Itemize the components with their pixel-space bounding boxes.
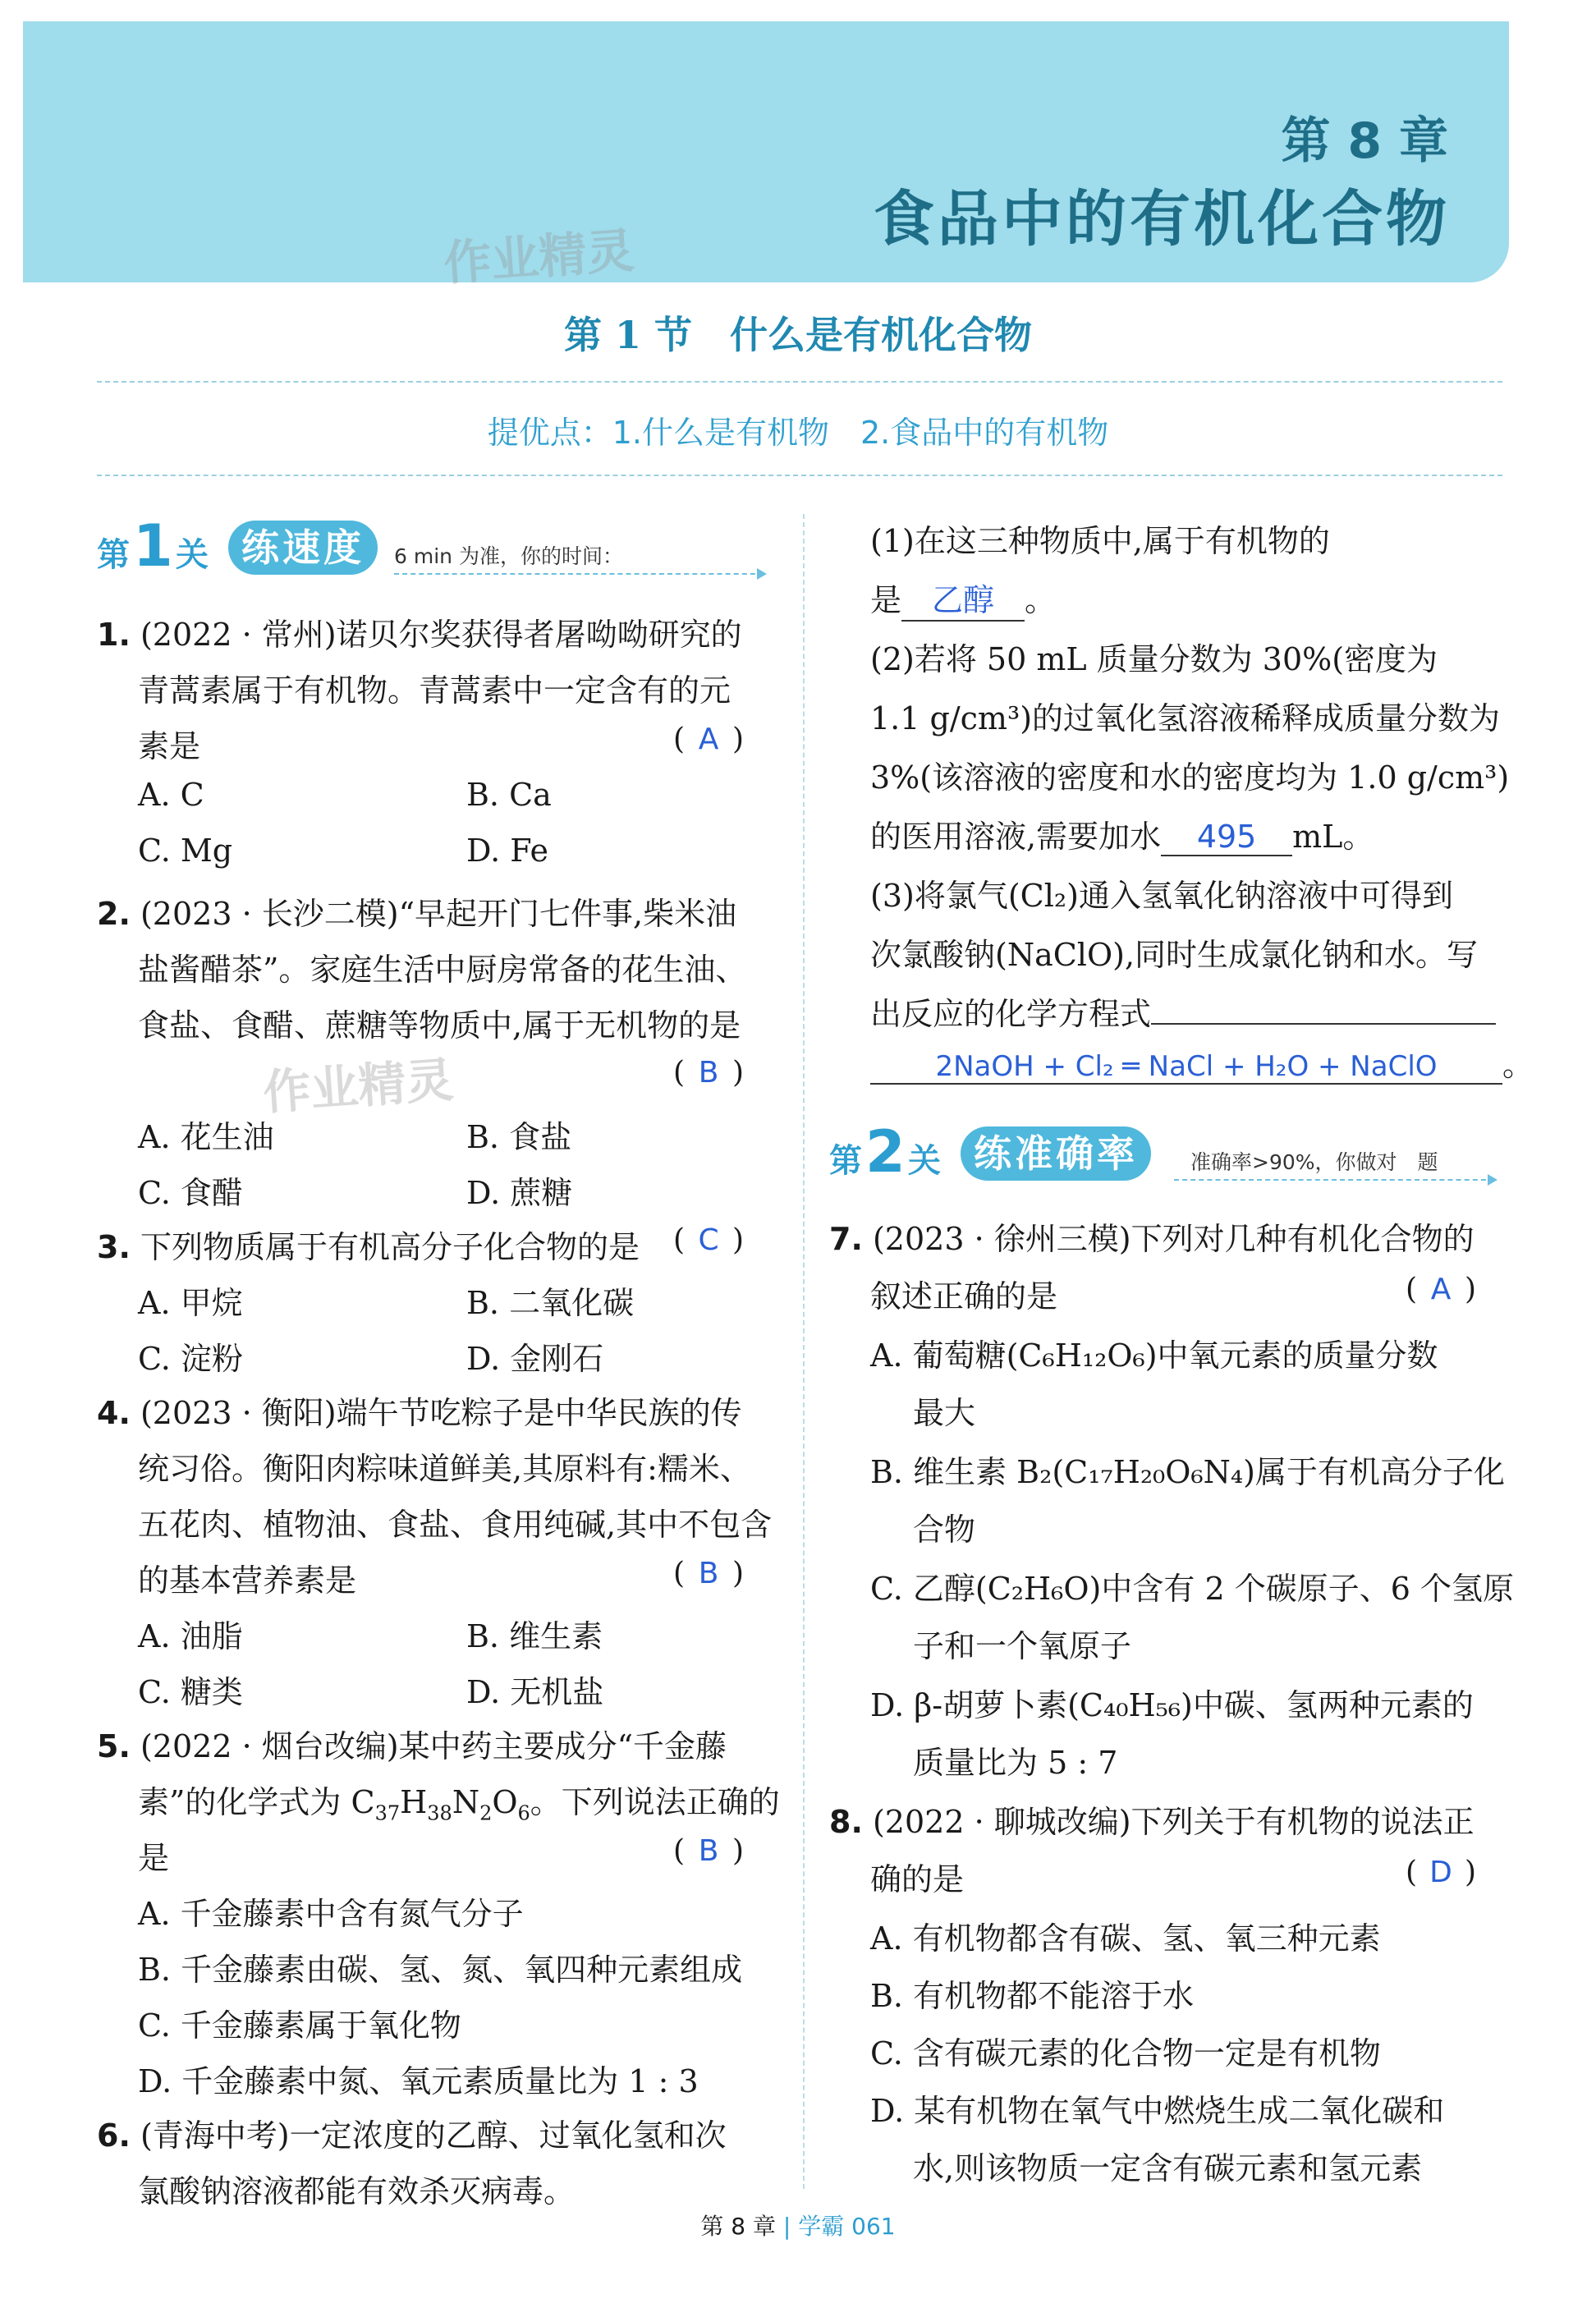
option: 合物 [913, 1512, 976, 1548]
question-4-line: 4. (2023 · 衡阳)端午节吃粽子是中华民族的传 [97, 1395, 742, 1431]
divider [97, 475, 1502, 476]
level-badge: 练速度 [228, 521, 378, 575]
option: 子和一个氧原子 [913, 1628, 1132, 1664]
question-6-part2: 3%(该溶液的密度和水的密度均为 1.0 g/cm³) [870, 759, 1510, 796]
option: B. 二氧化碳 [466, 1285, 635, 1321]
watermark: 作业精灵 [442, 222, 636, 291]
answer-2: ( B ) [673, 1056, 745, 1090]
answer-6-2: 495 [1161, 819, 1292, 856]
level-prefix: 第 [829, 1142, 862, 1180]
question-7-line: 叙述正确的是 [870, 1278, 1058, 1314]
level-badge: 练准确率 [961, 1126, 1151, 1181]
option: C. 含有碳元素的化合物一定是有机物 [870, 2035, 1381, 2072]
watermark: 作业精灵 [261, 1051, 456, 1121]
question-6-part2: 的医用溶液,需要加水 495 mL。 [870, 819, 1374, 855]
option: A. 有机物都含有碳、氢、氧三种元素 [870, 1920, 1381, 1957]
level2-header [829, 1118, 1502, 1189]
key-points: 提优点：1.什么是有机物 2.食品中的有机物 [487, 415, 1109, 451]
option: D. 某有机物在氧气中燃烧生成二氧化碳和 [870, 2093, 1445, 2129]
question-6-part1: 是 乙醇 。 [870, 575, 1056, 622]
question-6-part2: 1.1 g/cm³)的过氧化氢溶液稀释成质量分数为 [870, 700, 1501, 736]
option: C. 糖类 [138, 1674, 243, 1710]
question-6-line: 6. (青海中考)一定浓度的乙醇、过氧化氢和次 [97, 2117, 727, 2154]
option: 最大 [913, 1395, 976, 1431]
question-6-part3: 2NaOH + Cl₂ ═ NaCl + H₂O + NaClO 。 [870, 1039, 1534, 1085]
answer-7: ( A ) [1406, 1273, 1477, 1306]
question-6-part3: (3)将氯气(Cl₂)通入氢氧化钠溶液中可得到 [870, 878, 1453, 914]
option: B. 食盐 [466, 1119, 572, 1155]
level-number: 1 [133, 512, 173, 580]
question-1-line: 素是 [138, 728, 201, 764]
question-7-line: 7. (2023 · 徐州三模)下列对几种有机化合物的 [829, 1221, 1474, 1257]
question-6-part3: 次氯酸钠(NaClO),同时生成氯化钠和水。写 [870, 937, 1479, 973]
option: A. 油脂 [138, 1618, 243, 1654]
answer-8: ( D ) [1406, 1856, 1477, 1889]
question-2-line: 2. (2023 · 长沙二模)“早起开门七件事,柴米油 [97, 896, 737, 932]
option: D. 千金藤素中氮、氧元素质量比为 1 : 3 [138, 2063, 699, 2099]
answer-5: ( B ) [673, 1834, 745, 1868]
level-suffix: 关 [908, 1142, 941, 1180]
section-title: 第 1 节 什么是有机化合物 [563, 313, 1033, 357]
option: C. 乙醇(C₂H₆O)中含有 2 个碳原子、6 个氢原 [870, 1571, 1514, 1607]
question-5-line: 是 [138, 1840, 170, 1876]
option: A. 甲烷 [138, 1285, 243, 1321]
chapter-number: 第 8 章 [1281, 112, 1448, 170]
option: B. 维生素 [466, 1618, 603, 1654]
answer-1: ( A ) [673, 723, 745, 756]
question-5-line: 素”的化学式为 $C_{37}H_{38}N_2O_6$。下列说法正确的 [138, 1784, 780, 1825]
answer-6-3: 2NaOH + Cl₂ ═ NaCl + H₂O + NaClO [870, 1050, 1502, 1085]
question-1-line: 青蒿素属于有机物。青蒿素中一定含有的元 [138, 672, 732, 709]
option: B. 维生素 B₂(C₁₇H₂₀O₆N₄)属于有机高分子化 [870, 1454, 1505, 1490]
option: A. C [138, 777, 204, 813]
option: D. 无机盐 [466, 1674, 604, 1710]
question-4-line: 统习俗。衡阳肉粽味道鲜美,其原料有:糯米、 [138, 1451, 751, 1487]
option: 水,则该物质一定含有碳元素和氢元素 [913, 2150, 1423, 2186]
option: 质量比为 5 : 7 [913, 1745, 1118, 1781]
option: B. 有机物都不能溶于水 [870, 1978, 1195, 2014]
question-8-line: 确的是 [870, 1861, 965, 1897]
question-1-line: 1. (2022 · 常州)诺贝尔奖获得者屠呦呦研究的 [97, 617, 742, 653]
question-4-line: 五花肉、植物油、食盐、食用纯碱,其中不包含 [138, 1507, 773, 1543]
question-2-line: 盐酱醋茶”。家庭生活中厨房常备的花生油、 [138, 952, 747, 988]
option: C. Mg [138, 833, 233, 869]
footer-chapter: 第 8 章 [700, 2213, 776, 2240]
level-suffix: 关 [176, 536, 209, 574]
option: A. 千金藤素中含有氮气分子 [138, 1896, 524, 1932]
question-4-line: 的基本营养素是 [138, 1562, 357, 1599]
question-2-line: 食盐、食醋、蔗糖等物质中,属于无机物的是 [138, 1007, 741, 1044]
question-6-part3: 出反应的化学方程式 [870, 989, 1496, 1034]
option: C. 食醋 [138, 1175, 243, 1211]
footer-brand: 学霸 [798, 2213, 845, 2240]
question-8-line: 8. (2022 · 聊城改编)下列关于有机物的说法正 [829, 1804, 1474, 1840]
option: D. 蔗糖 [466, 1175, 573, 1211]
question-6-line: 氯酸钠溶液都能有效杀灭病毒。 [138, 2173, 576, 2209]
divider [97, 381, 1502, 383]
column-divider [803, 514, 805, 2189]
answer-3: ( C ) [673, 1223, 745, 1257]
option: D. Fe [466, 833, 549, 869]
page-number: 061 [851, 2213, 896, 2240]
question-6-part2: (2)若将 50 mL 质量分数为 30%(密度为 [870, 641, 1438, 677]
option: C. 淀粉 [138, 1341, 243, 1377]
level-number: 2 [865, 1118, 906, 1186]
level-note: 6 min 为准，你的时间： [394, 544, 623, 568]
answer-4: ( B ) [673, 1557, 745, 1590]
chapter-title: 食品中的有机化合物 [874, 184, 1450, 255]
option: B. 千金藤素由碳、氢、氮、氧四种元素组成 [138, 1952, 743, 1988]
level-prefix: 第 [97, 536, 130, 574]
option: D. β-胡萝卜素(C₄₀H₅₆)中碳、氢两种元素的 [870, 1687, 1474, 1723]
option: D. 金刚石 [466, 1341, 604, 1377]
option: A. 葡萄糖(C₆H₁₂O₆)中氧元素的质量分数 [870, 1337, 1438, 1374]
option: A. 花生油 [138, 1119, 274, 1155]
arrow-icon [394, 573, 764, 575]
question-5-line: 5. (2022 · 烟台改编)某中药主要成分“千金藤 [97, 1728, 727, 1764]
level-note: 准确率>90%，你做对 题 [1190, 1150, 1438, 1174]
page-footer: 第 8 章 | 学霸 061 [700, 2213, 896, 2240]
level1-header [97, 512, 770, 583]
option: C. 千金藤素属于氧化物 [138, 2007, 461, 2044]
option: B. Ca [466, 777, 552, 813]
arrow-icon [1174, 1179, 1494, 1181]
answer-6-1: 乙醇 [901, 575, 1025, 622]
question-3-line: 3. 下列物质属于有机高分子化合物的是 [97, 1229, 640, 1265]
question-6-part1: (1)在这三种物质中,属于有机物的 [870, 523, 1330, 559]
